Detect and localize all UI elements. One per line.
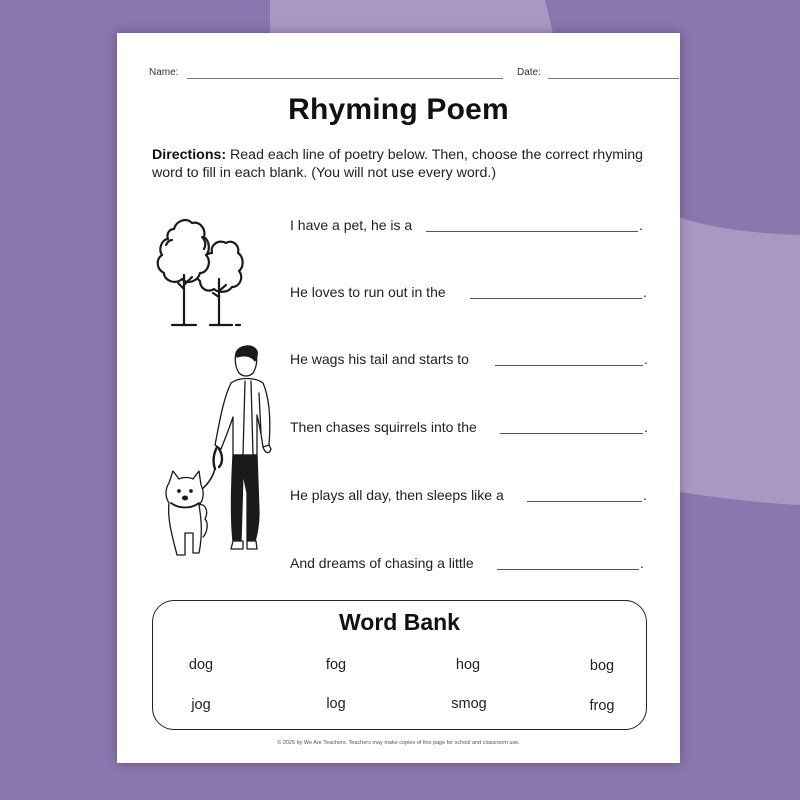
name-label: Name: xyxy=(149,67,179,78)
copyright-footer: © 2025 by We Are Teachers. Teachers may make copies of this page for school and classroom use. xyxy=(277,740,520,746)
worksheet-page xyxy=(117,33,680,763)
answer-blank-5[interactable] xyxy=(527,501,642,502)
word-bank-word: jog xyxy=(191,697,211,713)
word-bank-word: hog xyxy=(455,657,481,673)
word-bank-word: bog xyxy=(589,658,615,674)
poem-line-5 xyxy=(290,487,650,507)
poem-line-text: He plays all day, then sleeps like a xyxy=(290,487,504,503)
line-end-punctuation: . xyxy=(640,555,644,571)
page-title: Rhyming Poem xyxy=(288,93,509,126)
line-end-punctuation: . xyxy=(644,351,648,367)
line-end-punctuation: . xyxy=(643,284,647,300)
line-end-punctuation: . xyxy=(643,487,647,503)
poem-line-6 xyxy=(290,555,650,575)
man-walking-dog-illustration xyxy=(159,343,287,568)
word-bank-word: fog xyxy=(325,657,347,673)
word-bank xyxy=(152,600,647,730)
answer-blank-4[interactable] xyxy=(500,433,643,434)
trees-illustration xyxy=(152,215,247,333)
poem-line-text: He wags his tail and starts to xyxy=(290,351,469,367)
word-bank-title: Word Bank xyxy=(339,609,460,635)
line-end-punctuation: . xyxy=(639,217,643,233)
poem-line-text: He loves to run out in the xyxy=(290,284,446,300)
date-label: Date: xyxy=(517,67,541,78)
answer-blank-2[interactable] xyxy=(470,298,642,299)
date-field[interactable] xyxy=(548,78,679,79)
directions-label: Directions: xyxy=(152,147,227,163)
poem-line-1 xyxy=(290,217,650,237)
directions xyxy=(152,146,652,182)
poem-line-3 xyxy=(290,351,650,371)
answer-blank-6[interactable] xyxy=(497,569,639,570)
directions-text: Read each line of poetry below. Then, choose the correct rhyming word to fill in each blank. (You will not use every word.) xyxy=(152,147,644,181)
name-date-row xyxy=(149,67,649,83)
poem-line-4 xyxy=(290,419,650,439)
word-bank-word: log xyxy=(326,696,346,712)
poem-line-text: Then chases squirrels into the xyxy=(290,419,477,435)
poem-line-text: And dreams of chasing a little xyxy=(290,555,474,571)
word-bank-word: dog xyxy=(188,657,214,673)
word-bank-word: smog xyxy=(451,696,487,712)
poem-line-text: I have a pet, he is a xyxy=(290,217,413,233)
poem-line-2 xyxy=(290,284,650,304)
answer-blank-3[interactable] xyxy=(495,365,643,366)
word-bank-word: frog xyxy=(589,698,615,714)
line-end-punctuation: . xyxy=(644,419,648,435)
answer-blank-1[interactable] xyxy=(426,231,638,232)
name-field[interactable] xyxy=(187,78,503,79)
